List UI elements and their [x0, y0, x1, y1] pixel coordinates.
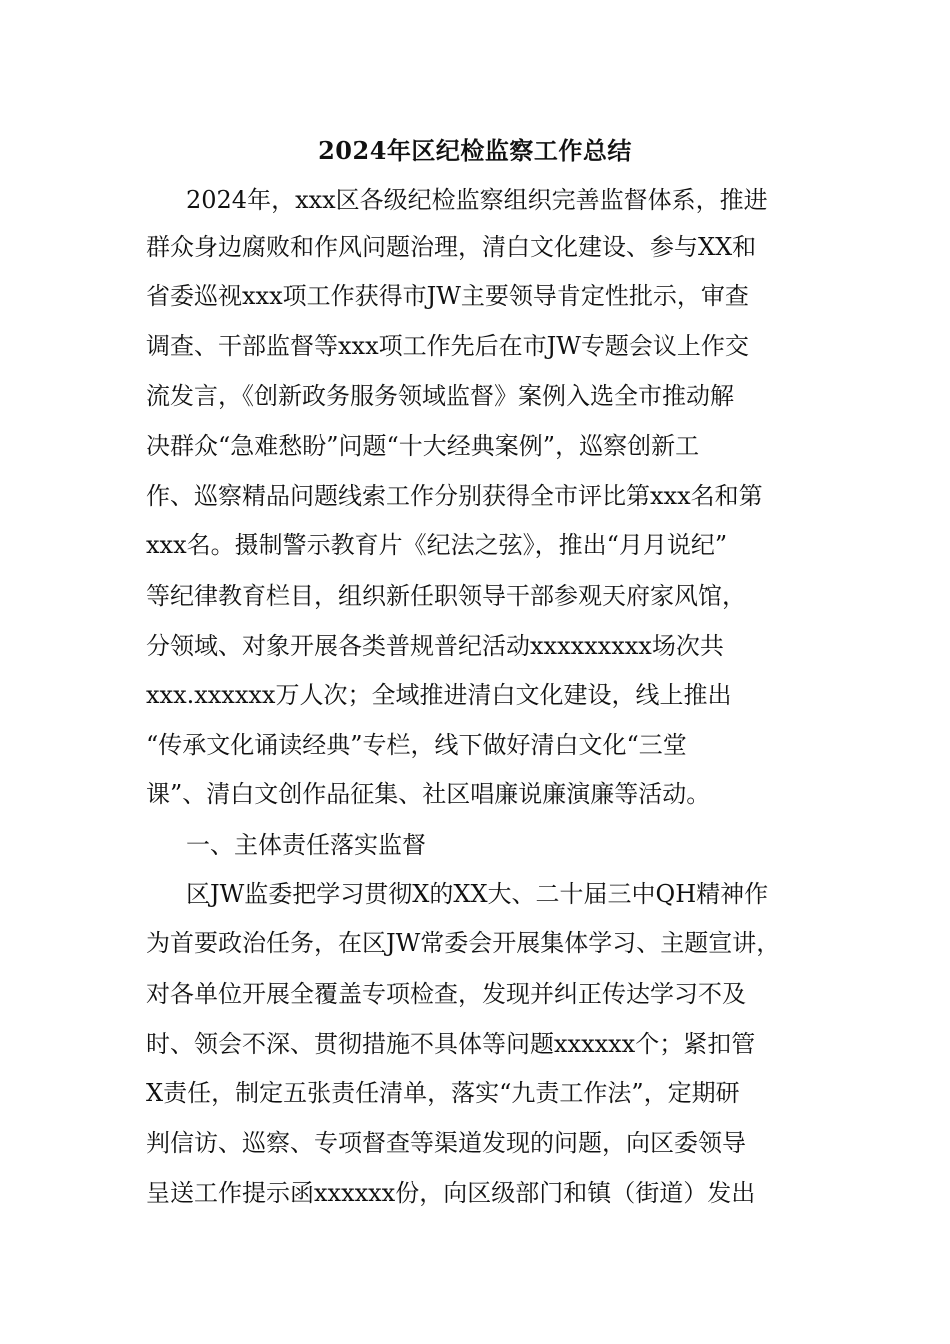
paragraph-2-line-3: 对各单位开展全覆盖专项检查，发现并纠正传达学习不及 — [146, 980, 746, 1008]
paragraph-2-line-2: 为首要政治任务，在区JW常委会开展集体学习、主题宣讲， — [146, 929, 781, 957]
paragraph-1-line-4: 调查、干部监督等xxx项工作先后在市JW专题会议上作交 — [146, 332, 749, 360]
section-1-heading: 一、主体责任落实监督 — [186, 831, 426, 859]
paragraph-1-line-9: 等纪律教育栏目，组织新任职领导干部参观天府家风馆， — [146, 582, 746, 610]
paragraph-1-line-13: 课”、清白文创作品征集、社区唱廉说廉演廉等活动。 — [146, 780, 711, 808]
paragraph-1-line-8: xxx名。摄制警示教育片《纪法之弦》，推出“月月说纪” — [146, 531, 728, 559]
paragraph-1-line-5: 流发言，《创新政务服务领域监督》案例入选全市推动解 — [146, 382, 734, 410]
document-title: 2024年区纪检监察工作总结 — [318, 136, 632, 165]
paragraph-1-line-2: 群众身边腐败和作风问题治理，清白文化建设、参与XX和 — [146, 233, 757, 261]
paragraph-2-line-5: X责任，制定五张责任清单，落实“九责工作法”，定期研 — [146, 1079, 740, 1107]
paragraph-2-line-6: 判信访、巡察、专项督查等渠道发现的问题，向区委领导 — [146, 1129, 746, 1157]
paragraph-1-line-12: “传承文化诵读经典”专栏，线下做好清白文化“三堂 — [146, 731, 687, 759]
paragraph-2-line-4: 时、领会不深、贯彻措施不具体等问题xxxxxx个；紧扣管 — [146, 1030, 756, 1058]
paragraph-1-line-10: 分领域、对象开展各类普规普纪活动xxxxxxxxx场次共 — [146, 632, 724, 660]
paragraph-1-line-6: 决群众“急难愁盼”问题“十大经典案例”，巡察创新工 — [146, 432, 700, 460]
paragraph-1-line-7: 作、巡察精品问题线索工作分别获得全市评比第xxx名和第 — [146, 482, 763, 510]
paragraph-1-line-11: xxx.xxxxxx万人次；全域推进清白文化建设，线上推出 — [146, 681, 732, 709]
paragraph-2-line-1: 区JW监委把学习贯彻X的XX大、二十届三中QH精神作 — [186, 880, 769, 908]
paragraph-2-line-7: 呈送工作提示函xxxxxx份，向区级部门和镇（街道）发出 — [146, 1179, 756, 1207]
paragraph-1-line-3: 省委巡视xxx项工作获得市JW主要领导肯定性批示，审查 — [146, 282, 749, 310]
paragraph-1-line-1: 2024年，xxx区各级纪检监察组织完善监督体系，推进 — [186, 186, 768, 214]
